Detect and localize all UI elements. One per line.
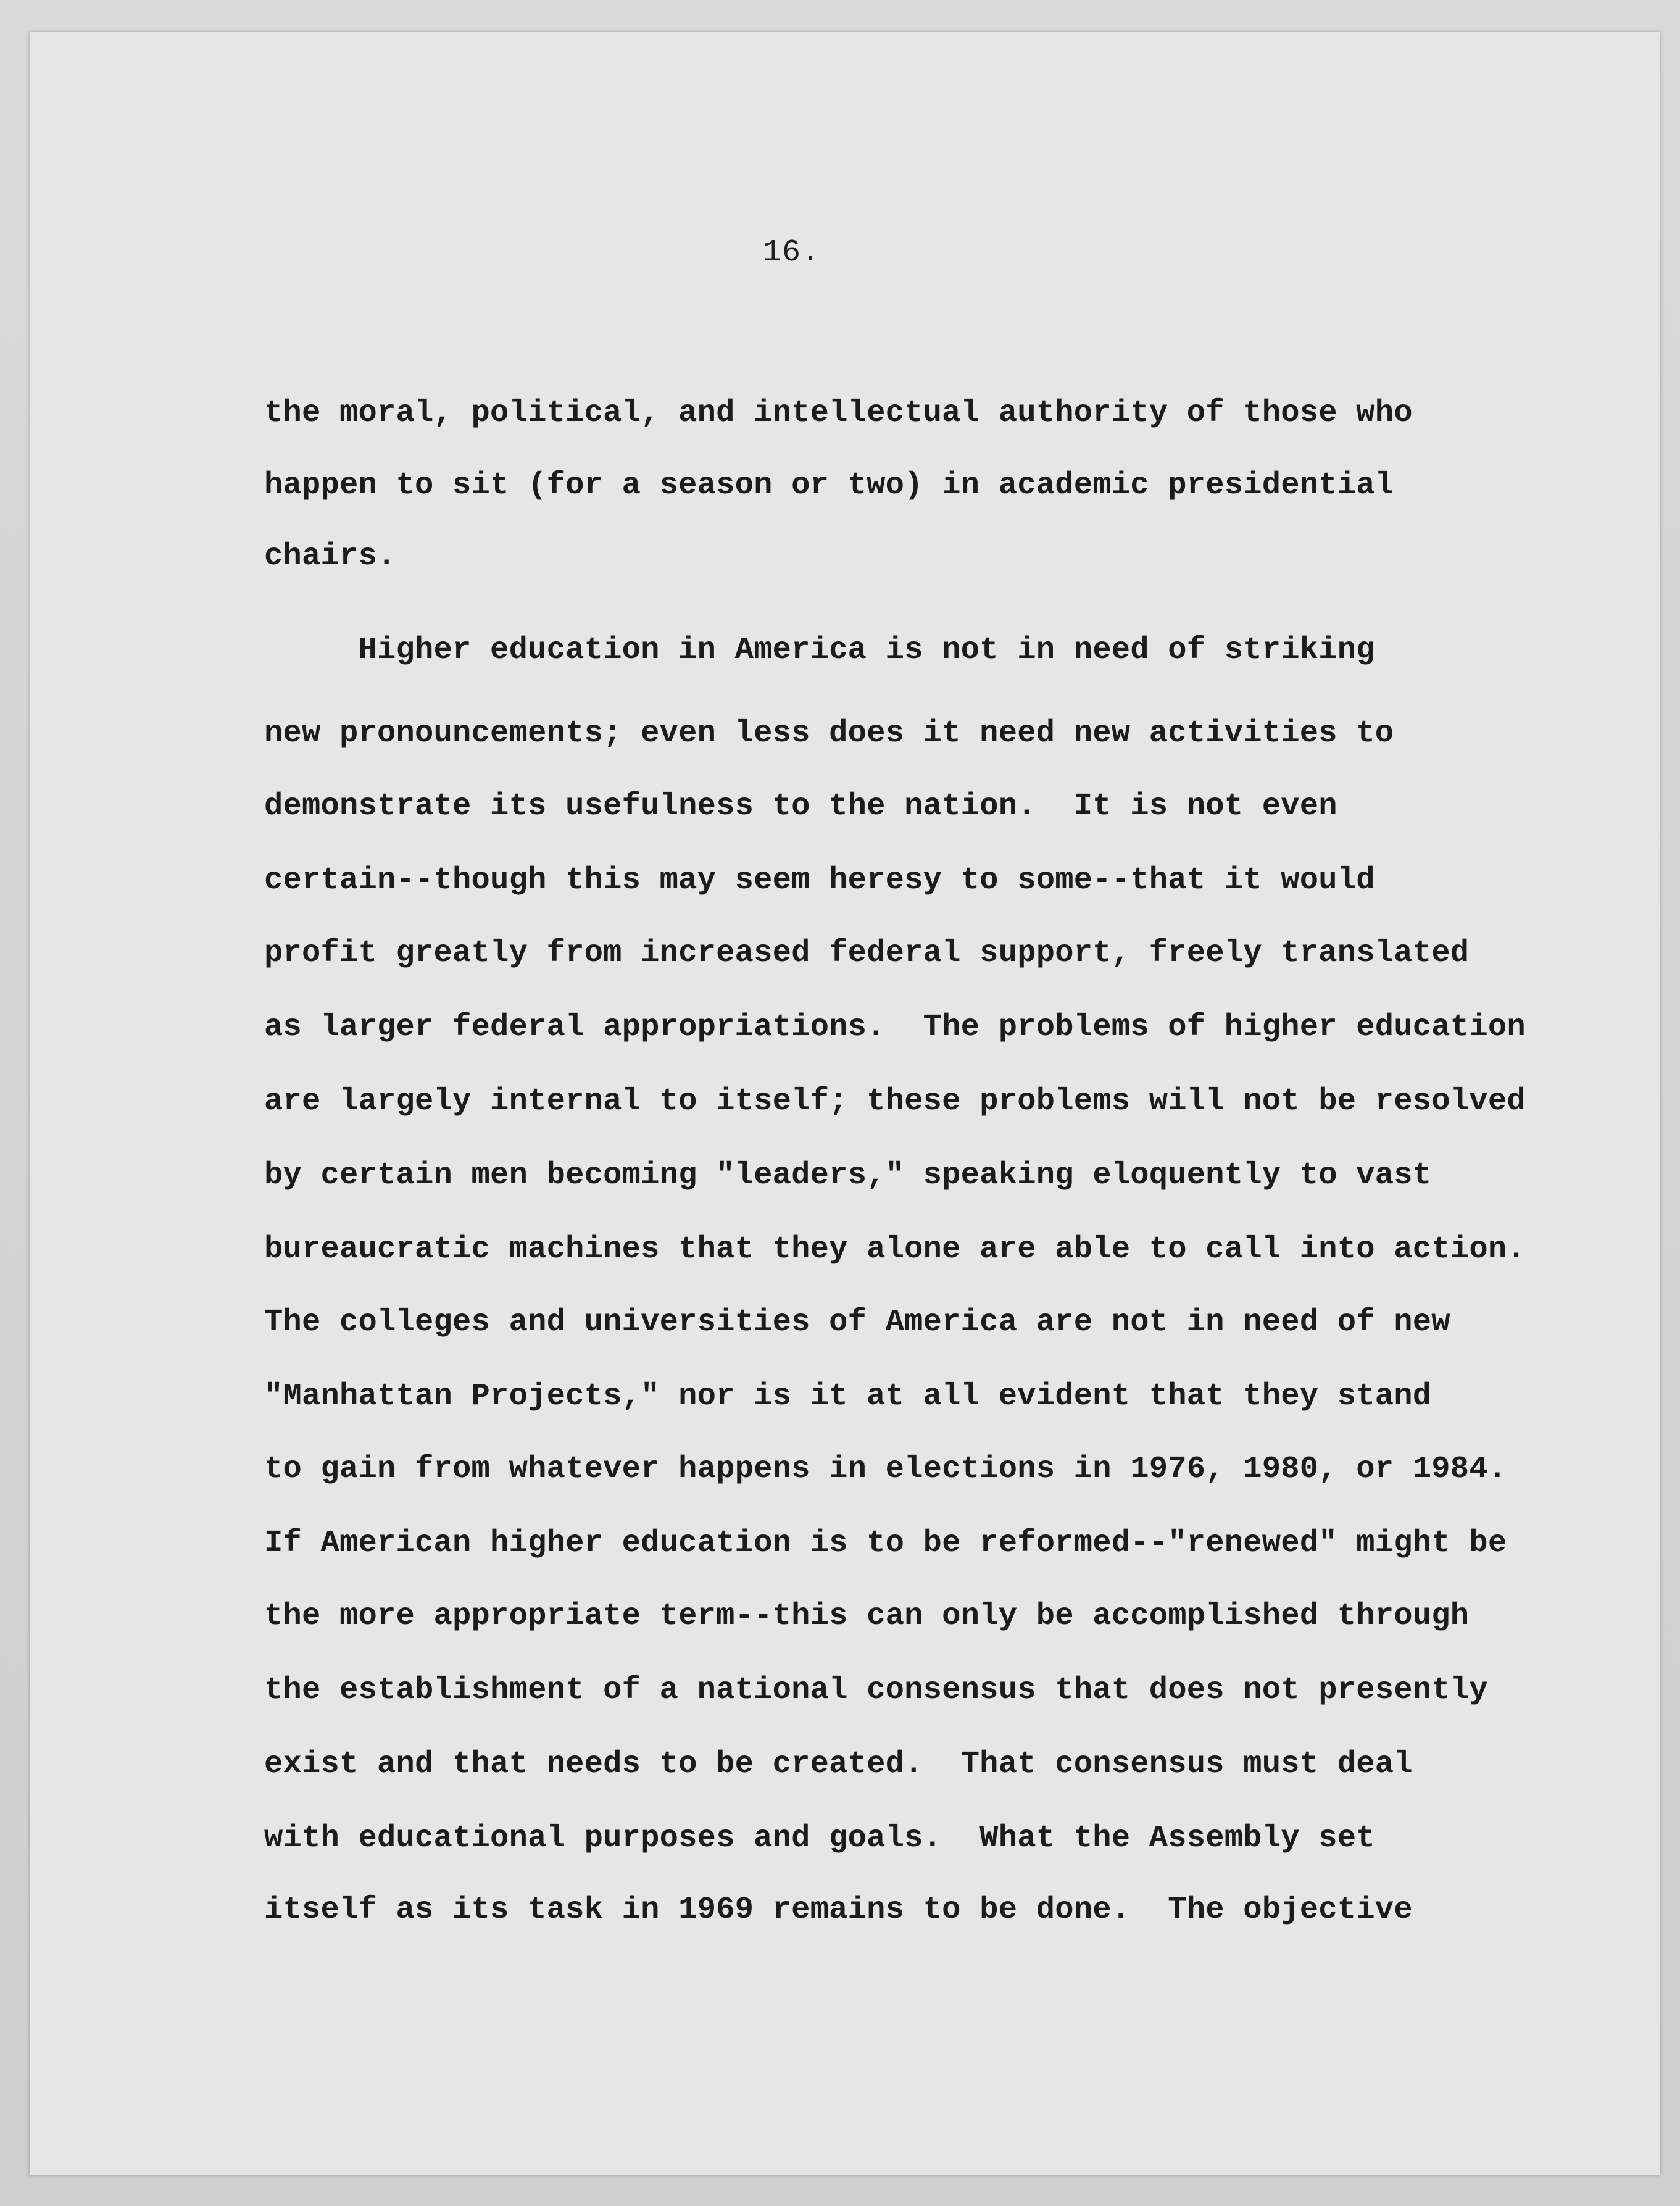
text-line: itself as its task in 1969 remains to be done. The objective bbox=[264, 1892, 1413, 1928]
text-line: The colleges and universities of America are not in need of new bbox=[264, 1305, 1450, 1340]
text-line: as larger federal appropriations. The problems of higher education bbox=[264, 1010, 1526, 1045]
text-line: the establishment of a national consensus that does not presently bbox=[264, 1673, 1488, 1708]
text-line: If American higher education is to be reformed--"renewed" might be bbox=[264, 1526, 1507, 1561]
text-line: Higher education in America is not in need of striking bbox=[264, 633, 1375, 668]
text-line: exist and that needs to be created. That consensus must deal bbox=[264, 1747, 1413, 1782]
text-line: certain--though this may seem heresy to some--that it would bbox=[264, 863, 1375, 898]
text-line: "Manhattan Projects," nor is it at all evident that they stand bbox=[264, 1379, 1432, 1414]
text-line: to gain from whatever happens in elections in 1976, 1980, or 1984. bbox=[264, 1452, 1507, 1487]
text-line: the moral, political, and intellectual authority of those who bbox=[264, 396, 1413, 431]
text-line: by certain men becoming "leaders," speaking eloquently to vast bbox=[264, 1158, 1432, 1193]
page-number: 16. bbox=[763, 235, 821, 270]
text-line: chairs. bbox=[264, 539, 396, 574]
text-line: happen to sit (for a season or two) in academic presidential bbox=[264, 468, 1394, 503]
text-line: the more appropriate term--this can only be accomplished through bbox=[264, 1599, 1470, 1634]
text-line: with educational purposes and goals. What the Assembly set bbox=[264, 1821, 1375, 1856]
text-line: profit greatly from increased federal support, freely translated bbox=[264, 936, 1470, 971]
text-line: demonstrate its usefulness to the nation. It is not even bbox=[264, 789, 1337, 824]
text-line: new pronouncements; even less does it need new activities to bbox=[264, 716, 1394, 751]
text-line: are largely internal to itself; these problems will not be resolved bbox=[264, 1084, 1526, 1119]
text-line: bureaucratic machines that they alone are able to call into action. bbox=[264, 1232, 1526, 1267]
document-page bbox=[30, 32, 1660, 2175]
